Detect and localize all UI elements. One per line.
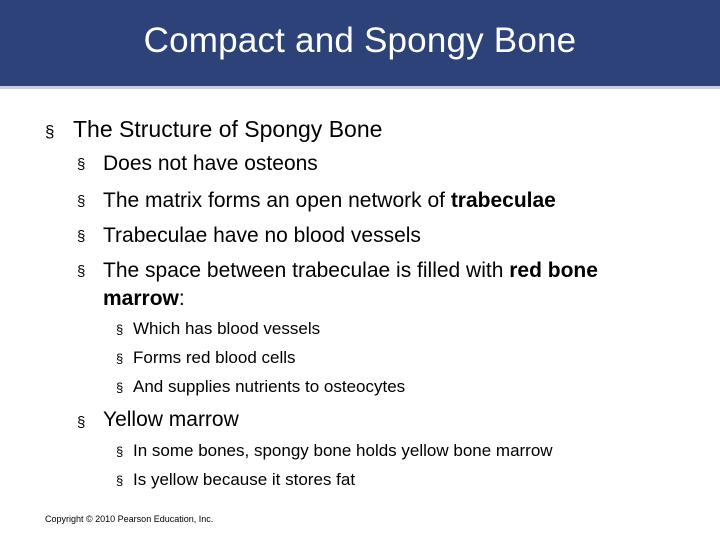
detail-red-blood-cells: Forms red blood cells [133,348,296,367]
title-divider [0,86,720,89]
bullet-icon: § [77,263,86,280]
point-space-filled-continued [103,287,185,311]
bullet-icon: § [116,444,124,459]
term-red-bone: red bone [509,259,598,282]
point-space-filled-text: The space between trabeculae is filled with [103,259,510,282]
bullet-icon: § [77,414,86,431]
point-yellow-marrow: Yellow marrow [103,408,239,431]
heading-structure-of-spongy-bone: The Structure of Spongy Bone [73,116,383,142]
bullet-icon: § [77,156,86,173]
point-space-filled [103,259,598,283]
bullet-icon: § [116,473,124,488]
detail-blood-vessels: Which has blood vessels [133,319,321,338]
slide-title: Compact and Spongy Bone [143,21,577,60]
bullet-icon: § [77,193,86,210]
bullet-icon: § [116,351,124,366]
copyright: Copyright © 2010 Pearson Education, Inc. [45,514,214,524]
point-matrix-network [103,189,556,213]
colon: : [178,287,185,310]
detail-yellow-bone-marrow: In some bones, spongy bone holds yellow bone marrow [133,441,553,460]
detail-nutrients: And supplies nutrients to osteocytes [133,377,406,396]
point-no-osteons: Does not have osteons [103,152,318,175]
title-bar [0,0,720,86]
bullet-icon: § [77,228,86,245]
bullet-icon: § [45,122,55,141]
term-marrow: marrow [103,287,179,310]
term-trabeculae: trabeculae [450,189,556,212]
detail-stores-fat: Is yellow because it stores fat [133,470,356,489]
point-matrix-network-text: The matrix forms an open network of [103,189,451,212]
bullet-icon: § [116,380,124,395]
bullet-icon: § [116,322,124,337]
point-no-blood-vessels: Trabeculae have no blood vessels [103,224,421,247]
